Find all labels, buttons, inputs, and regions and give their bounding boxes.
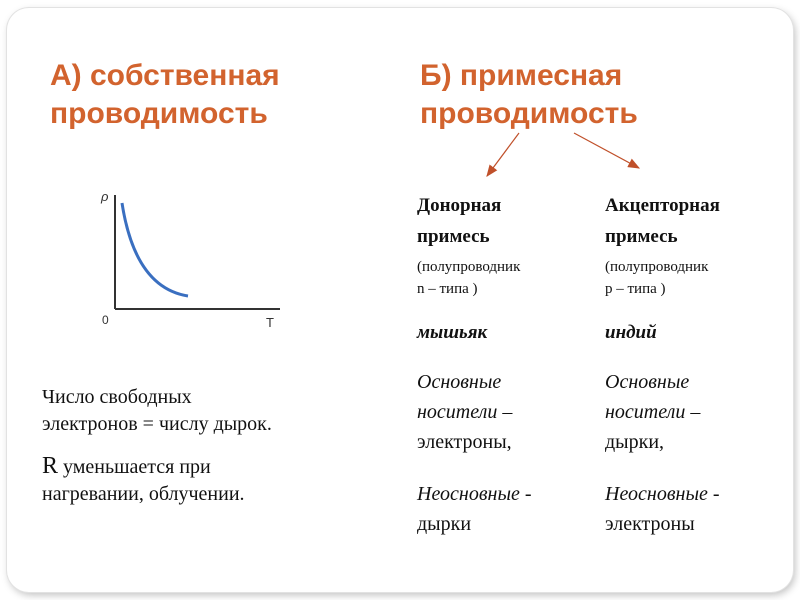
acceptor-minor-line2: электроны <box>605 513 695 535</box>
donor-main-line3: электроны, <box>417 431 512 453</box>
donor-title-line1: Донорная <box>417 195 502 216</box>
acceptor-type-note <box>605 256 785 300</box>
donor-minor-dash: - <box>519 483 532 505</box>
resistivity-temperature-graph <box>95 185 285 330</box>
intrinsic-line1: Число свободных <box>42 386 192 408</box>
acceptor-majority-carriers <box>605 367 785 457</box>
acceptor-column <box>605 190 785 539</box>
acceptor-main-line2: носители – <box>605 401 701 423</box>
heading-b-line1: Б) примесная <box>420 59 623 92</box>
acceptor-title-line1: Акцепторная <box>605 195 720 216</box>
heading-intrinsic-conductivity <box>50 57 280 133</box>
donor-minor-label: Неосновные <box>417 483 520 505</box>
x-axis-label: T <box>266 315 274 330</box>
resistivity-curve <box>122 203 188 296</box>
acceptor-main-line3: дырки, <box>605 431 665 453</box>
heading-impurity-conductivity <box>420 57 638 133</box>
origin-label: 0 <box>102 313 109 327</box>
heading-b-line2: проводимость <box>420 97 638 130</box>
donor-majority-carriers <box>417 367 597 457</box>
acceptor-minority-carriers <box>605 479 785 539</box>
heading-a-line2: проводимость <box>50 97 268 130</box>
heading-a-line1: А) собственная <box>50 59 280 92</box>
acceptor-sub-line1: (полупроводник <box>605 259 709 275</box>
resistance-symbol: R <box>42 453 59 479</box>
acceptor-minor-dash: - <box>707 483 720 505</box>
donor-title-line2: примесь <box>417 226 490 247</box>
acceptor-title-line2: примесь <box>605 226 678 247</box>
acceptor-sub-line2: р – типа ) <box>605 281 666 297</box>
intrinsic-line3: уменьшается при <box>58 456 211 478</box>
intrinsic-line2: электронов = числу дырок. <box>42 413 272 435</box>
intrinsic-text-2 <box>42 453 382 508</box>
donor-sub-line1: (полупроводник <box>417 259 521 275</box>
intrinsic-line4: нагревании, облучении. <box>42 483 245 505</box>
donor-element: мышьяк <box>417 322 488 343</box>
y-axis-label: ρ <box>101 189 109 204</box>
intrinsic-description <box>42 384 382 508</box>
donor-type-note <box>417 256 597 300</box>
acceptor-minor-label: Неосновные <box>605 483 708 505</box>
donor-main-line2: носители – <box>417 401 513 423</box>
donor-minority-carriers <box>417 479 597 539</box>
donor-main-line1: Основные <box>417 371 502 393</box>
intrinsic-text-1 <box>42 384 382 438</box>
acceptor-title <box>605 190 785 252</box>
donor-minor-line2: дырки <box>417 513 472 535</box>
acceptor-element: индий <box>605 322 657 343</box>
acceptor-main-line1: Основные <box>605 371 690 393</box>
donor-sub-line2: n – типа ) <box>417 281 478 297</box>
donor-title <box>417 190 597 252</box>
donor-column <box>417 190 597 539</box>
